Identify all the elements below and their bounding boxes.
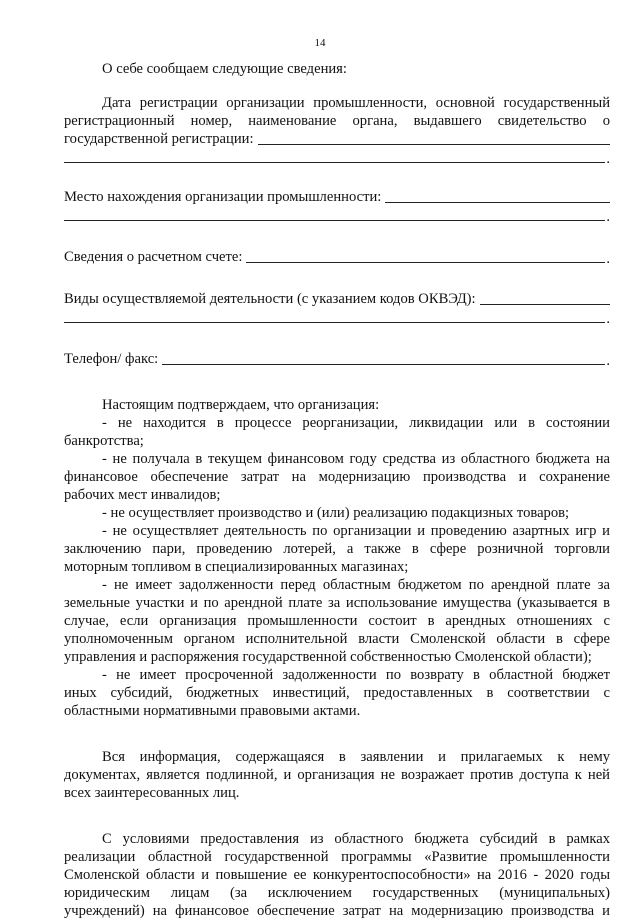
- confirmation-heading: Настоящим подтверждаем, что организация:: [102, 397, 380, 413]
- confirmation-item-line: - не осуществляет деятельность по организации и проведению азартных игр и: [102, 523, 610, 539]
- confirmation-item-line: уполномоченным органом исполнительной власти Смоленской области в сфере: [64, 631, 610, 647]
- end-dot: .: [606, 209, 610, 225]
- account-field: [64, 248, 610, 266]
- conditions-line-5: учреждений) на финансовое обеспечение затрат на модернизацию производства и: [64, 903, 610, 919]
- activity-label: Виды осуществляемой деятельности (с указанием кодов ОКВЭД):: [64, 291, 476, 307]
- phone-block: [64, 350, 610, 368]
- confirmation-list: [64, 414, 610, 720]
- confirmation-item-line: рабочих мест инвалидов;: [64, 487, 221, 503]
- confirmation-block: [64, 396, 610, 720]
- registration-label: государственной регистрации:: [64, 131, 254, 147]
- confirmation-item: [64, 522, 610, 576]
- confirmation-item: [64, 504, 610, 522]
- confirmation-item-line: заключению пари, проведению лотерей, а также в сфере розничной торговли: [64, 541, 610, 557]
- confirmation-item-line: - не получала в текущем финансовом году средства из областного бюджета на: [102, 451, 610, 467]
- phone-label: Телефон/ факс:: [64, 351, 159, 367]
- registration-blank[interactable]: [258, 130, 610, 145]
- activity-blank-row: [64, 308, 610, 326]
- end-dot: .: [606, 251, 610, 267]
- conditions-line-3: Смоленской области и повышение ее конкурентоспособности» на 2016 - 2020 годы: [64, 867, 610, 883]
- phone-field: [64, 350, 610, 368]
- document-body: [64, 60, 610, 920]
- confirmation-item-line: - не находится в процессе реорганизации, ликвидации или в состоянии: [102, 415, 610, 431]
- confirmation-item: [64, 414, 610, 450]
- phone-blank[interactable]: [162, 350, 605, 365]
- activity-field: [64, 290, 610, 308]
- info-line-1: Вся информация, содержащаяся в заявлении и прилагаемых к нему: [102, 749, 610, 765]
- location-block: [64, 188, 610, 224]
- info-line-3: всех заинтересованных лиц.: [64, 785, 240, 801]
- registration-block: [64, 94, 610, 166]
- confirmation-item-line: - не имеет просроченной задолженности по возврату в областной бюджет: [102, 667, 610, 683]
- location-label: Место нахождения организации промышленности:: [64, 189, 382, 205]
- registration-line-2: регистрационный номер, наименование органа, выдавшего свидетельство о: [64, 113, 610, 129]
- end-dot: .: [606, 311, 610, 327]
- location-blank-2[interactable]: [64, 206, 605, 221]
- activity-blank-2[interactable]: [64, 308, 605, 323]
- confirmation-item-line: - не имеет задолженности перед областным бюджетом по арендной плате за: [102, 577, 610, 593]
- intro-text: О себе сообщаем следующие сведения:: [102, 61, 347, 77]
- confirmation-item-line: земельные участки и по арендной плате за использование имущества (указывается в: [64, 595, 610, 611]
- location-blank-row: [64, 206, 610, 224]
- info-line-2: документах, является подлинной, и организация не возражает против доступа к ней: [64, 767, 610, 783]
- confirmation-item-line: случае, если организация промышленности состоит в арендных отношениях с: [64, 613, 610, 629]
- confirmation-item: [64, 450, 610, 504]
- activity-block: [64, 290, 610, 326]
- account-label: Сведения о расчетном счете:: [64, 249, 243, 265]
- confirmation-item-line: моторным топливом в специализированных магазинах;: [64, 559, 409, 575]
- account-blank[interactable]: [246, 248, 605, 263]
- account-block: [64, 248, 610, 266]
- conditions-line-1: С условиями предоставления из областного бюджета субсидий в рамках: [102, 831, 610, 847]
- location-field: [64, 188, 610, 206]
- confirmation-item-line: банкротства;: [64, 433, 144, 449]
- end-dot: .: [606, 353, 610, 369]
- page-number: 14: [314, 37, 326, 49]
- registration-line-1: Дата регистрации организации промышленности, основной государственный: [102, 95, 610, 111]
- confirmation-item-line: иных субсидий, бюджетных инвестиций, предоставленных в соответствии с: [64, 685, 610, 701]
- end-dot: .: [606, 151, 610, 167]
- activity-blank[interactable]: [480, 290, 610, 305]
- confirmation-item-line: финансовое обеспечение затрат на модернизацию производства и сохранение: [64, 469, 610, 485]
- confirmation-item: [64, 666, 610, 720]
- conditions-paragraph: [64, 830, 610, 920]
- confirmation-item-line: - не осуществляет производство и (или) реализацию подакцизных товаров;: [102, 505, 570, 521]
- location-blank[interactable]: [385, 188, 610, 203]
- confirmation-item-line: областными нормативными правовыми актами.: [64, 703, 361, 719]
- conditions-line-4: юридическим лицам (за исключением государственных (муниципальных): [64, 885, 610, 901]
- registration-blank-2[interactable]: [64, 148, 605, 163]
- registration-field: [64, 130, 610, 148]
- confirmation-item: [64, 576, 610, 666]
- conditions-line-2: реализации областной государственной программы «Развитие промышленности: [64, 849, 610, 865]
- info-paragraph: [64, 748, 610, 802]
- confirmation-item-line: управления и распоряжения государственной собственностью Смоленской области);: [64, 649, 592, 665]
- registration-blank-row: [64, 148, 610, 166]
